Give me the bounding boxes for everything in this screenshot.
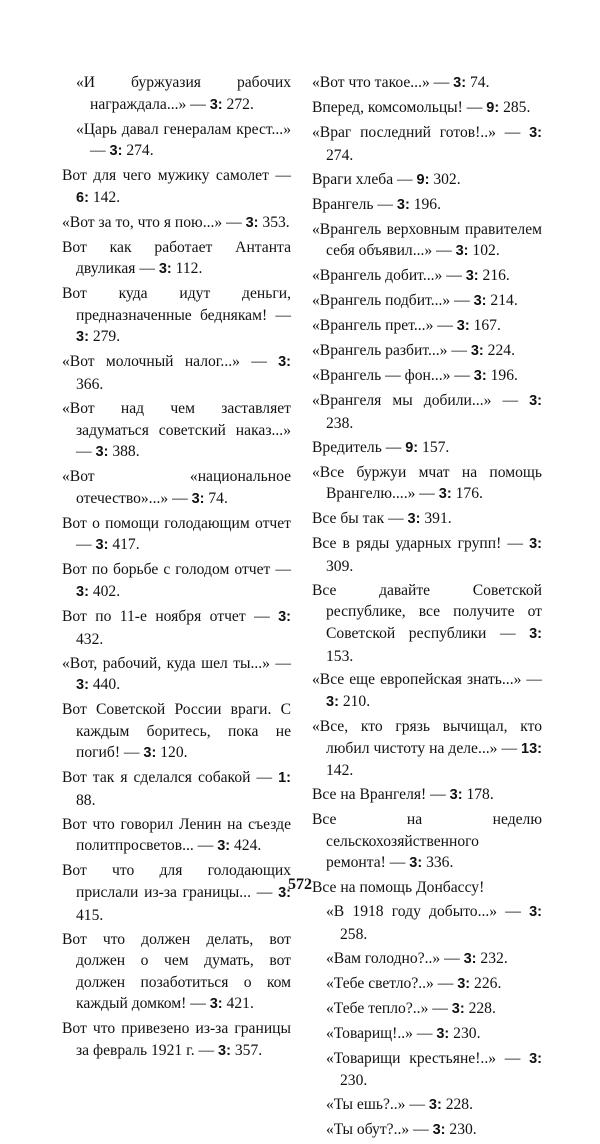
- entry-title: Вот что должен делать, вот должен о чем думать, вот должен позаботиться о ком каждый домком!: [62, 930, 291, 1013]
- index-entry: Вот о помощи голодающим отчет — 3: 417.: [62, 514, 291, 554]
- entry-page: 142.: [326, 762, 354, 780]
- index-entry: Враги хлеба — 9: 302.: [312, 170, 461, 188]
- entry-title: Вот по 11-е ноября отчет: [62, 607, 246, 625]
- entry-title: «Врангель верховным правителем себя объявил...»: [312, 220, 542, 260]
- entry-title: «Вот молочный налог...»: [62, 353, 240, 371]
- entry-page: 142.: [92, 188, 121, 206]
- entry-page: 336.: [426, 854, 454, 872]
- index-entry: «Ты ешь?..» — 3: 228.: [326, 1096, 473, 1114]
- entry-volume: 3:: [158, 261, 172, 278]
- entry-title: «Тебе тепло?..»: [326, 999, 429, 1017]
- entry-volume: 3:: [191, 490, 205, 507]
- entry-title: «Все, кто грязь вычищал, кто любил чистоту на деле...»: [312, 718, 542, 757]
- entry-title: «Врангель разбит...»: [312, 342, 448, 360]
- index-entry: Вот по борьбе с голодом отчет — 3: 402.: [62, 561, 291, 600]
- entry-title: «Вот, рабочий, куда шел ты...»: [62, 654, 270, 672]
- entry-volume: 3:: [95, 537, 109, 554]
- index-entry: «Товарищи крестьяне!..» — 3: 230.: [326, 1049, 542, 1090]
- entry-title: Вот так я сделался собакой: [62, 769, 251, 787]
- entry-page: 279.: [92, 328, 121, 346]
- entry-page: 230.: [453, 1024, 481, 1042]
- entry-volume: 3:: [217, 838, 231, 855]
- entry-volume: 3:: [463, 950, 477, 967]
- entry-volume: 3:: [407, 511, 421, 528]
- index-entry: Вот для чего мужику самолет — 6: 142.: [62, 167, 291, 206]
- entry-volume: 3:: [465, 268, 479, 285]
- entry-title: «Врангель добит...»: [312, 267, 443, 285]
- entry-title: «В 1918 году добыто...»: [326, 903, 498, 921]
- entry-volume: 3:: [456, 318, 470, 335]
- index-entry: «Вот что такое...» — 3: 74.: [312, 74, 490, 91]
- index-entry: «Враг последний готов!..» — 3: 274.: [312, 123, 543, 164]
- entry-volume: 3:: [529, 393, 542, 410]
- index-entry: «Врангель подбит...» — 3: 214.: [312, 292, 518, 310]
- entry-title: «Тебе светло?..»: [326, 974, 434, 992]
- entry-volume: 3:: [76, 677, 89, 694]
- index-entry: Вот так я сделался собакой — 1: 88.: [62, 769, 291, 809]
- entry-page: 216.: [482, 267, 510, 285]
- index-entry: Все на Врангеля! — 3: 178.: [312, 786, 494, 804]
- entry-volume: 3:: [278, 354, 292, 371]
- entry-page: 112.: [175, 260, 203, 278]
- index-entry: Вот куда идут деньги, предназначенные беднякам! — 3: 279.: [62, 285, 291, 346]
- entry-title: «Врангель прет...»: [312, 317, 434, 335]
- entry-page: 88.: [76, 791, 96, 809]
- index-entry: Вот что должен делать, вот должен о чем думать, вот должен позаботиться о ком каждый домком! — 3: 421.: [62, 930, 291, 1013]
- entry-page: 272.: [226, 95, 254, 113]
- entry-title: «Враг последний готов!..»: [312, 123, 496, 141]
- entry-title: «Товарищи крестьяне!..»: [326, 1049, 497, 1067]
- index-entry: Вот что для голодающих прислали из-за границы... — 3: 415.: [62, 862, 291, 924]
- index-entry: Все давайте Советской республике, все получите от Советской республики — 3: 153.: [312, 581, 543, 665]
- index-entry: «Врангель разбит...» — 3: 224.: [312, 342, 515, 360]
- entry-volume: 3:: [457, 975, 471, 992]
- entry-volume: 3:: [455, 243, 469, 260]
- index-entry: «Врангель прет...» — 3: 167.: [312, 317, 501, 335]
- index-entry: «Тебе светло?..» — 3: 226.: [326, 974, 502, 992]
- entry-page: 157.: [422, 438, 450, 456]
- entry-volume: 3:: [436, 1025, 450, 1042]
- entry-title: Врангель: [312, 195, 374, 213]
- entry-title: «Ты ешь?..»: [326, 1096, 406, 1114]
- index-entry: «Врангеля мы добили...» — 3: 238.: [312, 392, 542, 432]
- entry-title: Вот как работает Антанта двуликая: [62, 238, 291, 278]
- entry-volume: 3:: [529, 124, 543, 141]
- entry-volume: 3:: [209, 96, 223, 113]
- entry-volume: 3:: [432, 1122, 446, 1139]
- entry-volume: 3:: [529, 904, 542, 921]
- entry-title: «Вот над чем заставляет задуматься советский наказ...»: [62, 400, 291, 439]
- index-entry: «Вот за то, что я пою...» — 3: 353.: [62, 213, 290, 231]
- index-entry: Врангель — 3: 196.: [312, 195, 441, 213]
- entry-page: 357.: [234, 1041, 263, 1059]
- entry-page: 417.: [112, 536, 140, 554]
- entry-page: 178.: [466, 786, 494, 804]
- entry-page: 102.: [472, 242, 500, 260]
- index-column-left: [62, 72, 291, 1065]
- entry-page: 153.: [326, 647, 354, 665]
- entry-page: 176.: [455, 485, 483, 503]
- entry-volume: 3:: [529, 1050, 542, 1067]
- entry-page: 228.: [445, 1096, 473, 1114]
- entry-title: Все на Врангеля!: [312, 786, 427, 804]
- entry-volume: 3:: [109, 143, 123, 160]
- entry-volume: 3:: [438, 486, 452, 503]
- index-entry: «Все, кто грязь вычищал, кто любил чистоту на деле...» — 13: 142.: [312, 718, 542, 780]
- index-entry: Все бы так — 3: 391.: [312, 510, 452, 528]
- index-entry: «Вот, рабочий, куда шел ты...» — 3: 440.: [62, 654, 291, 694]
- index-entry: Вредитель — 9: 157.: [312, 438, 450, 456]
- entry-volume: 3:: [428, 1097, 442, 1114]
- entry-page: 238.: [326, 414, 354, 432]
- index-entry: «И буржуазия рабочих награждала...» — 3: 272.: [76, 74, 291, 113]
- index-entry: «Врангель — фон...» — 3: 196.: [312, 367, 518, 385]
- entry-title: Вот что говорил Ленин на съезде политпросветов...: [62, 815, 291, 855]
- entry-title: Все давайте Советской республике, все получите от Советской республики: [312, 581, 542, 642]
- entry-title: Вот куда идут деньги, предназначенные беднякам!: [62, 285, 291, 324]
- index-entry: Вот что привезено из-за границы за февраль 1921 г. — 3: 357.: [62, 1020, 291, 1059]
- entry-title: «Все еще европейская знать...»: [312, 671, 522, 689]
- entry-page: 402.: [92, 582, 121, 600]
- entry-page: 432.: [76, 630, 104, 648]
- entry-volume: 3:: [529, 625, 543, 642]
- entry-page: 196.: [490, 367, 518, 385]
- entry-page: 196.: [413, 195, 441, 213]
- entry-volume: 6:: [76, 189, 89, 206]
- index-entry: «Товарищ!..» — 3: 230.: [326, 1024, 481, 1042]
- index-entry: «Вот «национальное отечество»...» — 3: 74.: [62, 468, 291, 507]
- index-entry: «Вот молочный налог...» — 3: 366.: [62, 353, 292, 394]
- entry-page: 74.: [208, 489, 228, 507]
- entry-page: 230.: [449, 1121, 477, 1139]
- entry-volume: 3:: [529, 536, 542, 553]
- entry-title: «Царь давал генералам крест...»: [76, 120, 291, 138]
- index-entry: «Вот над чем заставляет задуматься советский наказ...» — 3: 388.: [62, 400, 291, 461]
- entry-volume: 3:: [76, 329, 89, 346]
- entry-page: 285.: [503, 98, 531, 116]
- index-entry: «Все буржуи мчат на помощь Врангелю....» — 3: 176.: [312, 463, 542, 503]
- entry-title: «Вот «национальное отечество»...»: [62, 468, 291, 507]
- entry-title: Все на неделю сельскохозяйственного ремонта!: [312, 811, 542, 872]
- entry-title: Вот что привезено из-за границы за февраль 1921 г.: [62, 1020, 291, 1059]
- index-entry: «Ты обут?..» — 3: 230.: [326, 1121, 477, 1139]
- index-entry: «Вам голодно?..» — 3: 232.: [326, 949, 508, 967]
- entry-volume: 13:: [521, 740, 542, 757]
- entry-volume: 3:: [473, 293, 487, 310]
- entry-title: «Вот что такое...»: [312, 74, 430, 91]
- index-column-right: [312, 72, 542, 1144]
- entry-title: Вперед, комсомольцы!: [312, 98, 463, 116]
- entry-title: «Все буржуи мчат на помощь Врангелю....»: [312, 463, 542, 503]
- entry-page: 210.: [342, 693, 371, 711]
- entry-title: Вот для чего мужику самолет: [62, 167, 269, 185]
- entry-page: 421.: [226, 995, 254, 1013]
- entry-page: 258.: [340, 925, 368, 943]
- index-entry: Вот Советской России враги. С каждым боритесь, пока не погиб! — 3: 120.: [62, 701, 291, 762]
- index-entry: «Тебе тепло?..» — 3: 228.: [326, 999, 496, 1017]
- index-entry: «Врангель добит...» — 3: 216.: [312, 267, 510, 285]
- entry-volume: 3:: [451, 1000, 465, 1017]
- entry-volume: 3:: [449, 787, 463, 804]
- entry-page: 274.: [326, 146, 354, 164]
- entry-title: Все в ряды ударных групп!: [312, 535, 502, 553]
- entry-title: Все на помощь Донбассу!: [312, 879, 485, 897]
- entry-title: Вот по борьбе с голодом отчет: [62, 561, 271, 579]
- entry-page: 228.: [468, 999, 496, 1017]
- page-number: 572: [288, 876, 312, 893]
- index-entry: Вперед, комсомольцы! — 9: 285.: [312, 98, 531, 116]
- entry-title: «Вот за то, что я пою...»: [62, 213, 223, 231]
- entry-page: 391.: [424, 510, 452, 528]
- index-entry: Все на неделю сельскохозяйственного ремонта! — 3: 336.: [312, 811, 542, 872]
- entry-volume: 3:: [143, 745, 157, 762]
- entry-page: 167.: [473, 317, 501, 335]
- entry-volume: 3:: [453, 75, 467, 91]
- entry-page: 353.: [262, 213, 290, 231]
- entry-page: 74.: [469, 74, 490, 91]
- entry-title: «И буржуазия рабочих награждала...»: [76, 74, 291, 113]
- entry-volume: 9:: [486, 99, 500, 116]
- entry-volume: 3:: [470, 343, 484, 360]
- index-entry: «Царь давал генералам крест...» — 3: 274.: [76, 120, 291, 160]
- entry-title: «Товарищ!..»: [326, 1024, 413, 1042]
- entry-page: 388.: [112, 443, 140, 461]
- entry-title: «Ты обут?..»: [326, 1121, 410, 1139]
- index-entry: «В 1918 году добыто...» — 3: 258.: [326, 903, 542, 943]
- entry-volume: 3:: [245, 214, 259, 231]
- entry-page: 230.: [340, 1072, 368, 1090]
- entry-title: «Вам голодно?..»: [326, 949, 441, 967]
- entry-page: 232.: [480, 949, 508, 967]
- entry-title: Враги хлеба: [312, 170, 394, 188]
- entry-volume: 1:: [278, 770, 291, 787]
- index-entry: Все в ряды ударных групп! — 3: 309.: [312, 535, 542, 575]
- entry-page: 309.: [326, 557, 354, 575]
- entry-page: 226.: [474, 974, 502, 992]
- entry-volume: 3:: [278, 608, 292, 625]
- entry-title: Все бы так: [312, 510, 385, 528]
- entry-title: «Врангель подбит...»: [312, 292, 451, 310]
- entry-page: 366.: [76, 376, 104, 394]
- entry-page: 274.: [126, 142, 154, 160]
- entry-volume: 3:: [326, 694, 339, 711]
- index-entry: Вот что говорил Ленин на съезде политпросветов... — 3: 424.: [62, 815, 291, 855]
- entry-title: «Врангеля мы добили...»: [312, 392, 492, 410]
- entry-title: Вот о помощи голодающим отчет: [62, 514, 291, 532]
- entry-page: 415.: [76, 906, 104, 924]
- entry-volume: 3:: [473, 368, 487, 385]
- entry-volume: 3:: [409, 855, 423, 872]
- entry-page: 214.: [490, 292, 518, 310]
- entry-page: 224.: [487, 342, 515, 360]
- entry-title: «Врангель — фон...»: [312, 367, 451, 385]
- entry-page: 302.: [433, 170, 461, 188]
- entry-volume: 9:: [416, 171, 430, 188]
- entry-volume: 3:: [278, 885, 291, 902]
- entry-volume: 9:: [405, 439, 419, 456]
- entry-page: 440.: [92, 676, 121, 694]
- entry-title: Вредитель: [312, 438, 382, 456]
- entry-volume: 3:: [95, 444, 109, 461]
- index-entry: Вот как работает Антанта двуликая — 3: 112.: [62, 238, 291, 278]
- entry-volume: 3:: [396, 196, 410, 213]
- entry-volume: 3:: [209, 996, 223, 1013]
- entry-page: 424.: [234, 837, 262, 855]
- entry-title: Вот Советской России враги. С каждым боритесь, пока не погиб!: [62, 701, 291, 762]
- entry-volume: 3:: [76, 583, 89, 600]
- entry-volume: 3:: [218, 1042, 231, 1059]
- index-entry: «Врангель верховным правителем себя объявил...» — 3: 102.: [312, 220, 542, 260]
- entry-page: 120.: [160, 744, 188, 762]
- index-entry: «Все еще европейская знать...» — 3: 210.: [312, 671, 542, 711]
- entry-title: Вот что для голодающих прислали из-за границы...: [62, 862, 291, 902]
- index-entry: Вот по 11-е ноября отчет — 3: 432.: [62, 607, 292, 648]
